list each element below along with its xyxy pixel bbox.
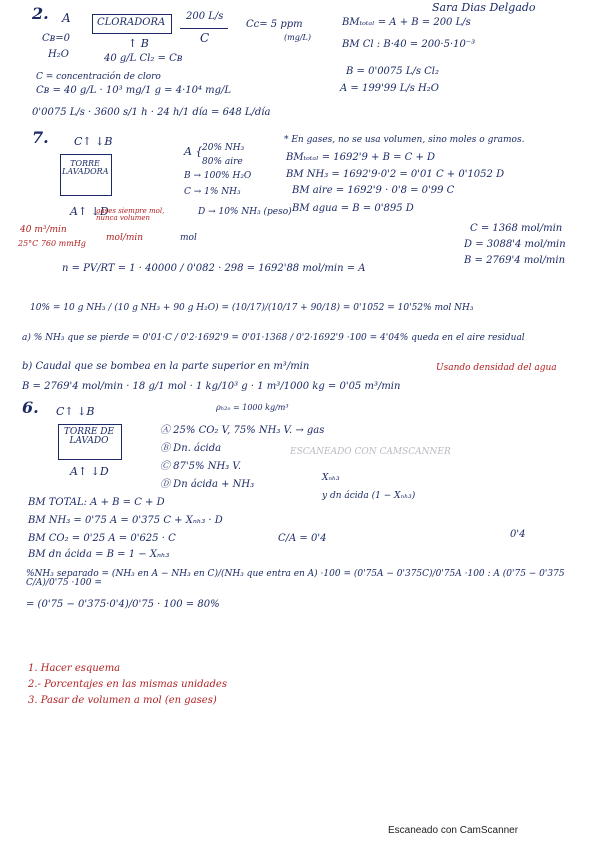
camscanner-footer: Escaneado con CamScanner [388, 825, 519, 836]
p7-bm-nh3: BM NH₃ = 1692'9·0'2 = 0'01 C + 0'1052 D [286, 169, 505, 180]
p2-h2o: H₂O [48, 49, 69, 60]
p6-a-d: A↑ ↓D [70, 465, 109, 478]
p6-item-b: Ⓑ Dn. ácida [160, 443, 222, 454]
p2-a-label: A [62, 11, 71, 25]
p7-b-hint: Usando densidad del agua [436, 363, 557, 373]
cloradora-label: CLORADORA [97, 17, 166, 28]
p7-c-value: C = 1368 mol/min [470, 223, 563, 234]
torre-de-lavado-label: TORRE DE LAVADO [63, 427, 115, 446]
p2-bm-total: BMₜₒₜₐₗ = A + B = 200 L/s [342, 17, 471, 28]
p7-percent: 10% = 10 g NH₃ / (10 g NH₃ + 90 g H₂O) = (10/17)/(10/17 + 90/18) = 0'1052 = 10'52% mol NH₃ [30, 303, 474, 313]
p7-b-comp: B → 100% H₂O [184, 171, 252, 181]
p6-bm-co2: BM CO₂ = 0'25 A = 0'625 · C [28, 533, 176, 544]
p2-b-arrow: ↑ B [128, 37, 149, 50]
p2-c-out: C [200, 31, 210, 45]
torre-lavadora-label: TORRE LAVADORA [62, 159, 109, 176]
p2-flow: 200 L/s [186, 11, 224, 22]
p7-bm-agua: BM agua = B = 0'895 D [292, 203, 414, 214]
p7-a-comp2: 80% aire [202, 157, 243, 167]
p7-b-value: B = 2769'4 mol/min [464, 255, 566, 266]
tip-2: 2.- Porcentajes en las mismas unidades [28, 679, 227, 690]
p7-cond2: 25°C 760 mmHg [18, 239, 86, 248]
p2-a-result: A = 199'99 L/s H₂O [340, 83, 439, 94]
p7-bm-total: BMₜₒₜₐₗ = 1692'9 + B = C + D [286, 152, 436, 163]
author-name: Sara Dias Delgado [432, 1, 536, 14]
p2-b-conc: 40 g/L Cl₂ = Cʙ [104, 53, 183, 64]
p6-bm-nh3: BM NH₃ = 0'75 A = 0'375 C + Xₙₕ₃ · D [28, 515, 223, 526]
p6-c-b: C↑ ↓B [56, 405, 95, 418]
p7-mol: mol [180, 233, 197, 243]
p7-rho: ρₕ₂ₒ = 1000 kg/m³ [216, 403, 289, 412]
p6-y-acid: y dn ácida (1 − Xₙₕ₃) [322, 491, 416, 501]
p2-cb0: Cʙ=0 [42, 33, 71, 44]
p2-conversion: 0'0075 L/s · 3600 s/1 h · 24 h/1 día = 648 L/día [32, 107, 271, 118]
faint-watermark-text: ESCANEADO CON CAMSCANNER [290, 447, 451, 457]
p6-side-note: 0'4 [510, 529, 526, 540]
p2-ppm: Cᴄ= 5 ppm [246, 19, 303, 30]
p2-note: C = concentración de cloro [36, 72, 161, 82]
p7-cond1: 40 m³/min [20, 225, 67, 235]
p7-d-comp: D → 10% NH₃ (peso) [198, 207, 292, 217]
p2-cb-calc: Cʙ = 40 g/L · 10³ mg/1 g = 4·10⁴ mg/L [36, 85, 232, 96]
p7-question-b: b) Caudal que se bombea en la parte superior en m³/min [22, 361, 310, 372]
tip-3: 3. Pasar de volumen a mol (en gases) [28, 695, 217, 706]
p6-bm-acid: BM dn ácida = B = 1 − Xₙₕ₃ [28, 549, 170, 560]
p6-result: = (0'75 − 0'375·0'4)/0'75 · 100 = 80% [26, 599, 220, 610]
p6-item-d: Ⓓ Dn ácida + NH₃ [160, 479, 255, 490]
p6-x-nh3: Xₙₕ₃ [322, 473, 340, 483]
p6-item-c: Ⓒ 87'5% NH₃ V. [160, 461, 242, 472]
problem-6-number: 6. [22, 398, 39, 417]
p7-a-brace: A { [184, 145, 203, 158]
p6-item-a: Ⓐ 25% CO₂ V, 75% NH₃ V. → gas [160, 425, 325, 436]
p2-b-result: B = 0'0075 L/s Cl₂ [346, 66, 440, 77]
p7-n-equation: n = PV/RT = 1 · 40000 / 0'082 · 298 = 1692'88 mol/min = A [62, 263, 366, 274]
p6-bm-total: BM TOTAL: A + B = C + D [28, 497, 165, 508]
p7-gases-note: gases siempre mol, nunca volumen [96, 207, 165, 222]
p7-a-d: A↑ ↓D [70, 205, 109, 218]
p2-ppm-unit: (mg/L) [284, 33, 311, 42]
p7-c-b: C↑ ↓B [74, 135, 113, 148]
problem-2-number: 2. [32, 4, 49, 23]
p7-d-value: D = 3088'4 mol/min [464, 239, 566, 250]
p7-mol-min: mol/min [106, 233, 144, 243]
p7-question-a: a) % NH₃ que se pierde = 0'01·C / 0'2·1692'9 = 0'01·1368 / 0'2·1692'9 ·100 = 4'04% queda en el aire residual [22, 333, 525, 343]
p6-ratio: C/A = 0'4 [278, 533, 327, 544]
p7-a-comp1: 20% NH₃ [202, 143, 245, 153]
p2-bm-cl: BM Cl : B·40 = 200·5·10⁻³ [342, 39, 476, 50]
p6-separated: %NH₃ separado = (NH₃ en A − NH₃ en C)/(NH₃ que entra en A) ·100 = (0'75A − 0'375C)/0'75A ·100 : A (0'75 − 0'375 C/A)/0'75 ·100 = [26, 569, 565, 588]
problem-7-number: 7. [32, 128, 49, 147]
p7-b-calc: B = 2769'4 mol/min · 18 g/1 mol · 1 kg/10³ g · 1 m³/1000 kg = 0'05 m³/min [22, 381, 401, 392]
tip-1: 1. Hacer esquema [28, 663, 121, 674]
p7-star-note: * En gases, no se usa volumen, sino moles o gramos. [284, 135, 525, 145]
p7-c-comp: C → 1% NH₃ [184, 187, 241, 197]
p7-bm-aire: BM aire = 1692'9 · 0'8 = 0'99 C [292, 185, 455, 196]
